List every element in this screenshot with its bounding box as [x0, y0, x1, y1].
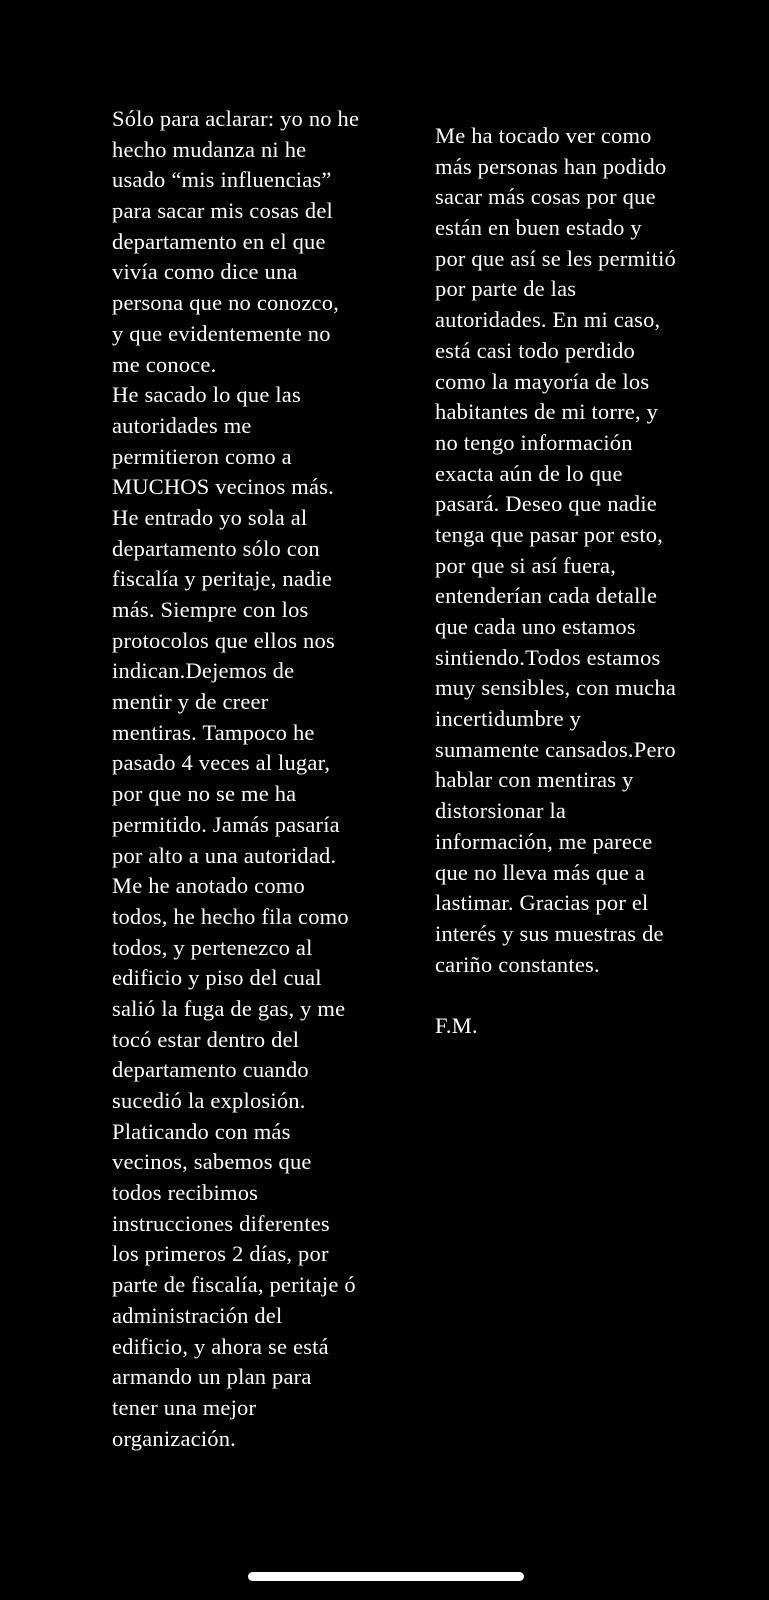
text-line: armando un plan para	[112, 1364, 312, 1390]
text-line: Platicando con más	[112, 1118, 291, 1144]
text-line: información, me parece	[435, 828, 653, 854]
text-line: están en buen estado y	[435, 215, 642, 241]
text-line: por que no se me ha	[112, 781, 297, 807]
text-line: hecho mudanza ni he	[112, 136, 307, 162]
text-line: cariño constantes.	[435, 951, 600, 977]
text-line: mentiras. Tampoco he	[112, 719, 315, 745]
text-line: exacta aún de lo que	[435, 460, 623, 486]
text-line: que no lleva más que a	[435, 859, 645, 885]
story-text-right-column	[435, 121, 755, 1042]
text-line: pasado 4 veces al lugar,	[112, 750, 331, 776]
text-line: departamento sólo con	[112, 535, 320, 561]
text-line: muy sensibles, con mucha	[435, 675, 677, 701]
text-line: no tengo información	[435, 429, 633, 455]
text-line: está casi todo perdido	[435, 337, 635, 363]
home-indicator-bar[interactable]	[248, 1572, 524, 1581]
text-line: administración del	[112, 1302, 283, 1328]
paragraph-spacer	[435, 980, 755, 1011]
text-line: entenderían cada detalle	[435, 583, 658, 609]
text-line: tener una mejor	[112, 1394, 257, 1420]
text-line: por alto a una autoridad.	[112, 842, 337, 868]
text-line: más. Siempre con los	[112, 597, 309, 622]
text-line: edificio y piso del cual	[112, 965, 322, 991]
text-line: He sacado lo que las	[112, 382, 301, 408]
text-line: hablar con mentiras y	[435, 767, 634, 793]
text-line: tocó estar dentro del	[112, 1026, 300, 1052]
text-line: como la mayoría de los	[435, 368, 650, 394]
text-line: Sólo para aclarar: yo no he	[112, 106, 360, 131]
text-line: todos, he hecho fila como	[112, 903, 349, 929]
text-line: Me he anotado como	[112, 873, 305, 899]
text-line: todos recibimos	[112, 1180, 259, 1206]
signature: F.M.	[435, 1012, 478, 1038]
text-line: protocolos que ellos nos	[112, 627, 335, 653]
text-line: los primeros 2 días, por	[112, 1241, 329, 1267]
text-line: incertidumbre y	[435, 706, 582, 732]
text-line: Me ha tocado ver como	[435, 123, 652, 148]
text-line: vivía como dice una	[112, 259, 298, 285]
text-line: pasará. Deseo que nadie	[435, 491, 657, 517]
text-line: todos, y pertenezco al	[112, 934, 313, 960]
text-line: permitieron como a	[112, 443, 292, 469]
text-line: organización.	[112, 1425, 237, 1451]
text-line: instrucciones diferentes	[112, 1210, 330, 1236]
text-line: sintiendo.Todos estamos	[435, 644, 661, 670]
text-line: autoridades me	[112, 412, 252, 438]
text-line: autoridades. En mi caso,	[435, 307, 661, 333]
text-line: mentir y de creer	[112, 689, 269, 715]
text-line: permitido. Jamás pasaría	[112, 811, 340, 837]
text-line: distorsionar la	[435, 798, 567, 824]
text-line: interés y sus muestras de	[435, 920, 664, 946]
text-line: vecinos, sabemos que	[112, 1149, 312, 1175]
text-line: edificio, y ahora se está	[112, 1333, 329, 1359]
text-line: por que así se les permitió	[435, 245, 676, 271]
text-line: fiscalía y peritaje, nadie	[112, 566, 333, 592]
text-line: He entrado yo sola al	[112, 504, 308, 530]
text-line: persona que no conozco,	[112, 290, 340, 316]
text-line: MUCHOS vecinos más.	[112, 474, 334, 500]
text-line: departamento cuando	[112, 1057, 309, 1083]
text-line: habitantes de mi torre, y	[435, 399, 659, 425]
text-line: sacar más cosas por que	[435, 184, 656, 210]
text-line: me conoce.	[112, 351, 217, 377]
text-line: sumamente cansados.Pero	[435, 736, 676, 762]
text-line: sucedió la explosión.	[112, 1088, 306, 1113]
text-line: parte de fiscalía, peritaje ó	[112, 1272, 356, 1298]
story-text-left-column	[112, 104, 412, 1454]
text-line: tenga que pasar por esto,	[435, 521, 664, 547]
text-line: y que evidentemente no	[112, 320, 331, 346]
text-line: lastimar. Gracias por el	[435, 890, 649, 916]
text-line: departamento en el que	[112, 228, 326, 254]
text-line: por parte de las	[435, 276, 577, 302]
text-line: indican.Dejemos de	[112, 658, 295, 684]
text-line: salió la fuga de gas, y me	[112, 995, 346, 1021]
text-line: usado “mis influencias”	[112, 167, 332, 193]
text-line: por que si así fuera,	[435, 552, 617, 578]
text-line: para sacar mis cosas del	[112, 198, 333, 224]
text-line: más personas han podido	[435, 153, 667, 179]
text-line: que cada uno estamos	[435, 614, 636, 639]
